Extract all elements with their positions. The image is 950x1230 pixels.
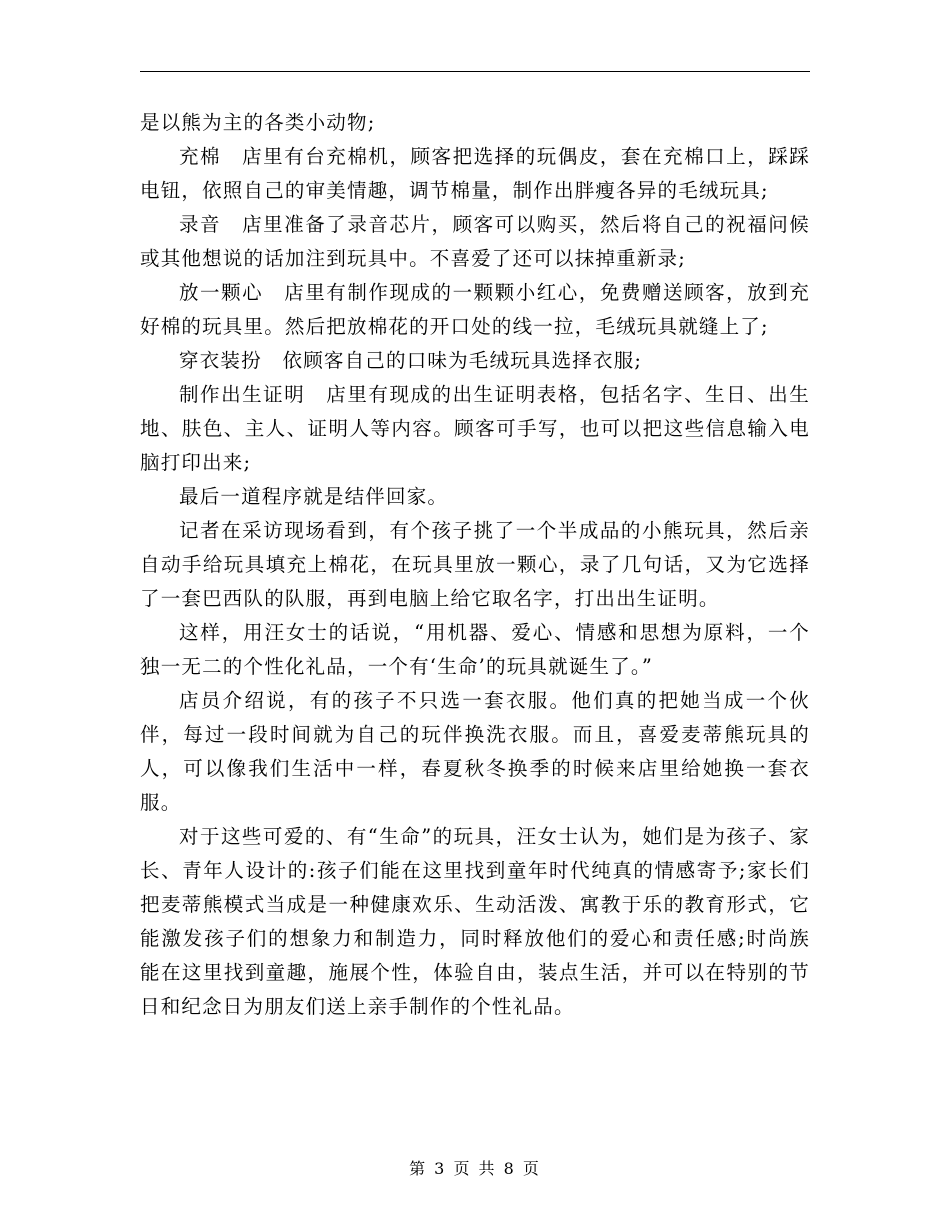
paragraph-6: 制作出生证明 店里有现成的出生证明表格，包括名字、生日、出生地、肤色、主人、证明人等内容。顾客可手写，也可以把这些信息输入电脑打印出来; [140, 383, 810, 474]
paragraph-11: 对于这些可爱的、有“生命”的玩具，汪女士认为，她们是为孩子、家长、青年人设计的:孩子们能在这里找到童年时代纯真的情感寄予;家长们把麦蒂熊模式当成是一种健康欢乐、生动活泼、寓教于乐的教育形式，它能激发孩子们的想象力和制造力，同时释放他们的爱心和责任感;时尚族能在这里找到童趣，施展个性，体验自由，装点生活，并可以在特别的节日和纪念日为朋友们送上亲手制作的个性礼品。 [140, 825, 810, 1018]
paragraph-1: 是以熊为主的各类小动物; [140, 111, 376, 134]
paragraph-3: 录音 店里准备了录音芯片，顾客可以购买，然后将自己的祝福问候或其他想说的话加注到玩具中。不喜爱了还可以抹掉重新录; [140, 213, 810, 270]
paragraph-4: 放一颗心 店里有制作现成的一颗颗小红心，免费赠送顾客，放到充好棉的玩具里。然后把放棉花的开口处的线一拉，毛绒玩具就缝上了; [140, 281, 810, 338]
paragraph-2: 充棉 店里有台充棉机，顾客把选择的玩偶皮，套在充棉口上，踩踩电钮，依照自己的审美情趣，调节棉量，制作出胖瘦各异的毛绒玩具; [140, 145, 810, 202]
paragraph-7: 最后一道程序就是结伴回家。 [179, 485, 449, 508]
page-number-footer: 第 3 页 共 8 页 [409, 1159, 541, 1178]
document-body [140, 106, 810, 1024]
paragraph-10: 店员介绍说，有的孩子不只选一套衣服。他们真的把她当成一个伙伴，每过一段时间就为自己的玩伴换洗衣服。而且，喜爱麦蒂熊玩具的人，可以像我们生活中一样，春夏秋冬换季的时候来店里给她换一套衣服。 [140, 689, 810, 814]
header-rule [140, 71, 810, 72]
paragraph-8: 记者在采访现场看到，有个孩子挑了一个半成品的小熊玩具，然后亲自动手给玩具填充上棉花，在玩具里放一颗心，录了几句话，又为它选择了一套巴西队的队服，再到电脑上给它取名字，打出出生证明。 [140, 519, 810, 610]
paragraph-9: 这样，用汪女士的话说，“用机器、爱心、情感和思想为原料，一个独一无二的个性化礼品，一个有‘生命’的玩具就诞生了。” [140, 621, 810, 678]
paragraph-5: 穿衣装扮 依顾客自己的口味为毛绒玩具选择衣服; [179, 349, 643, 372]
